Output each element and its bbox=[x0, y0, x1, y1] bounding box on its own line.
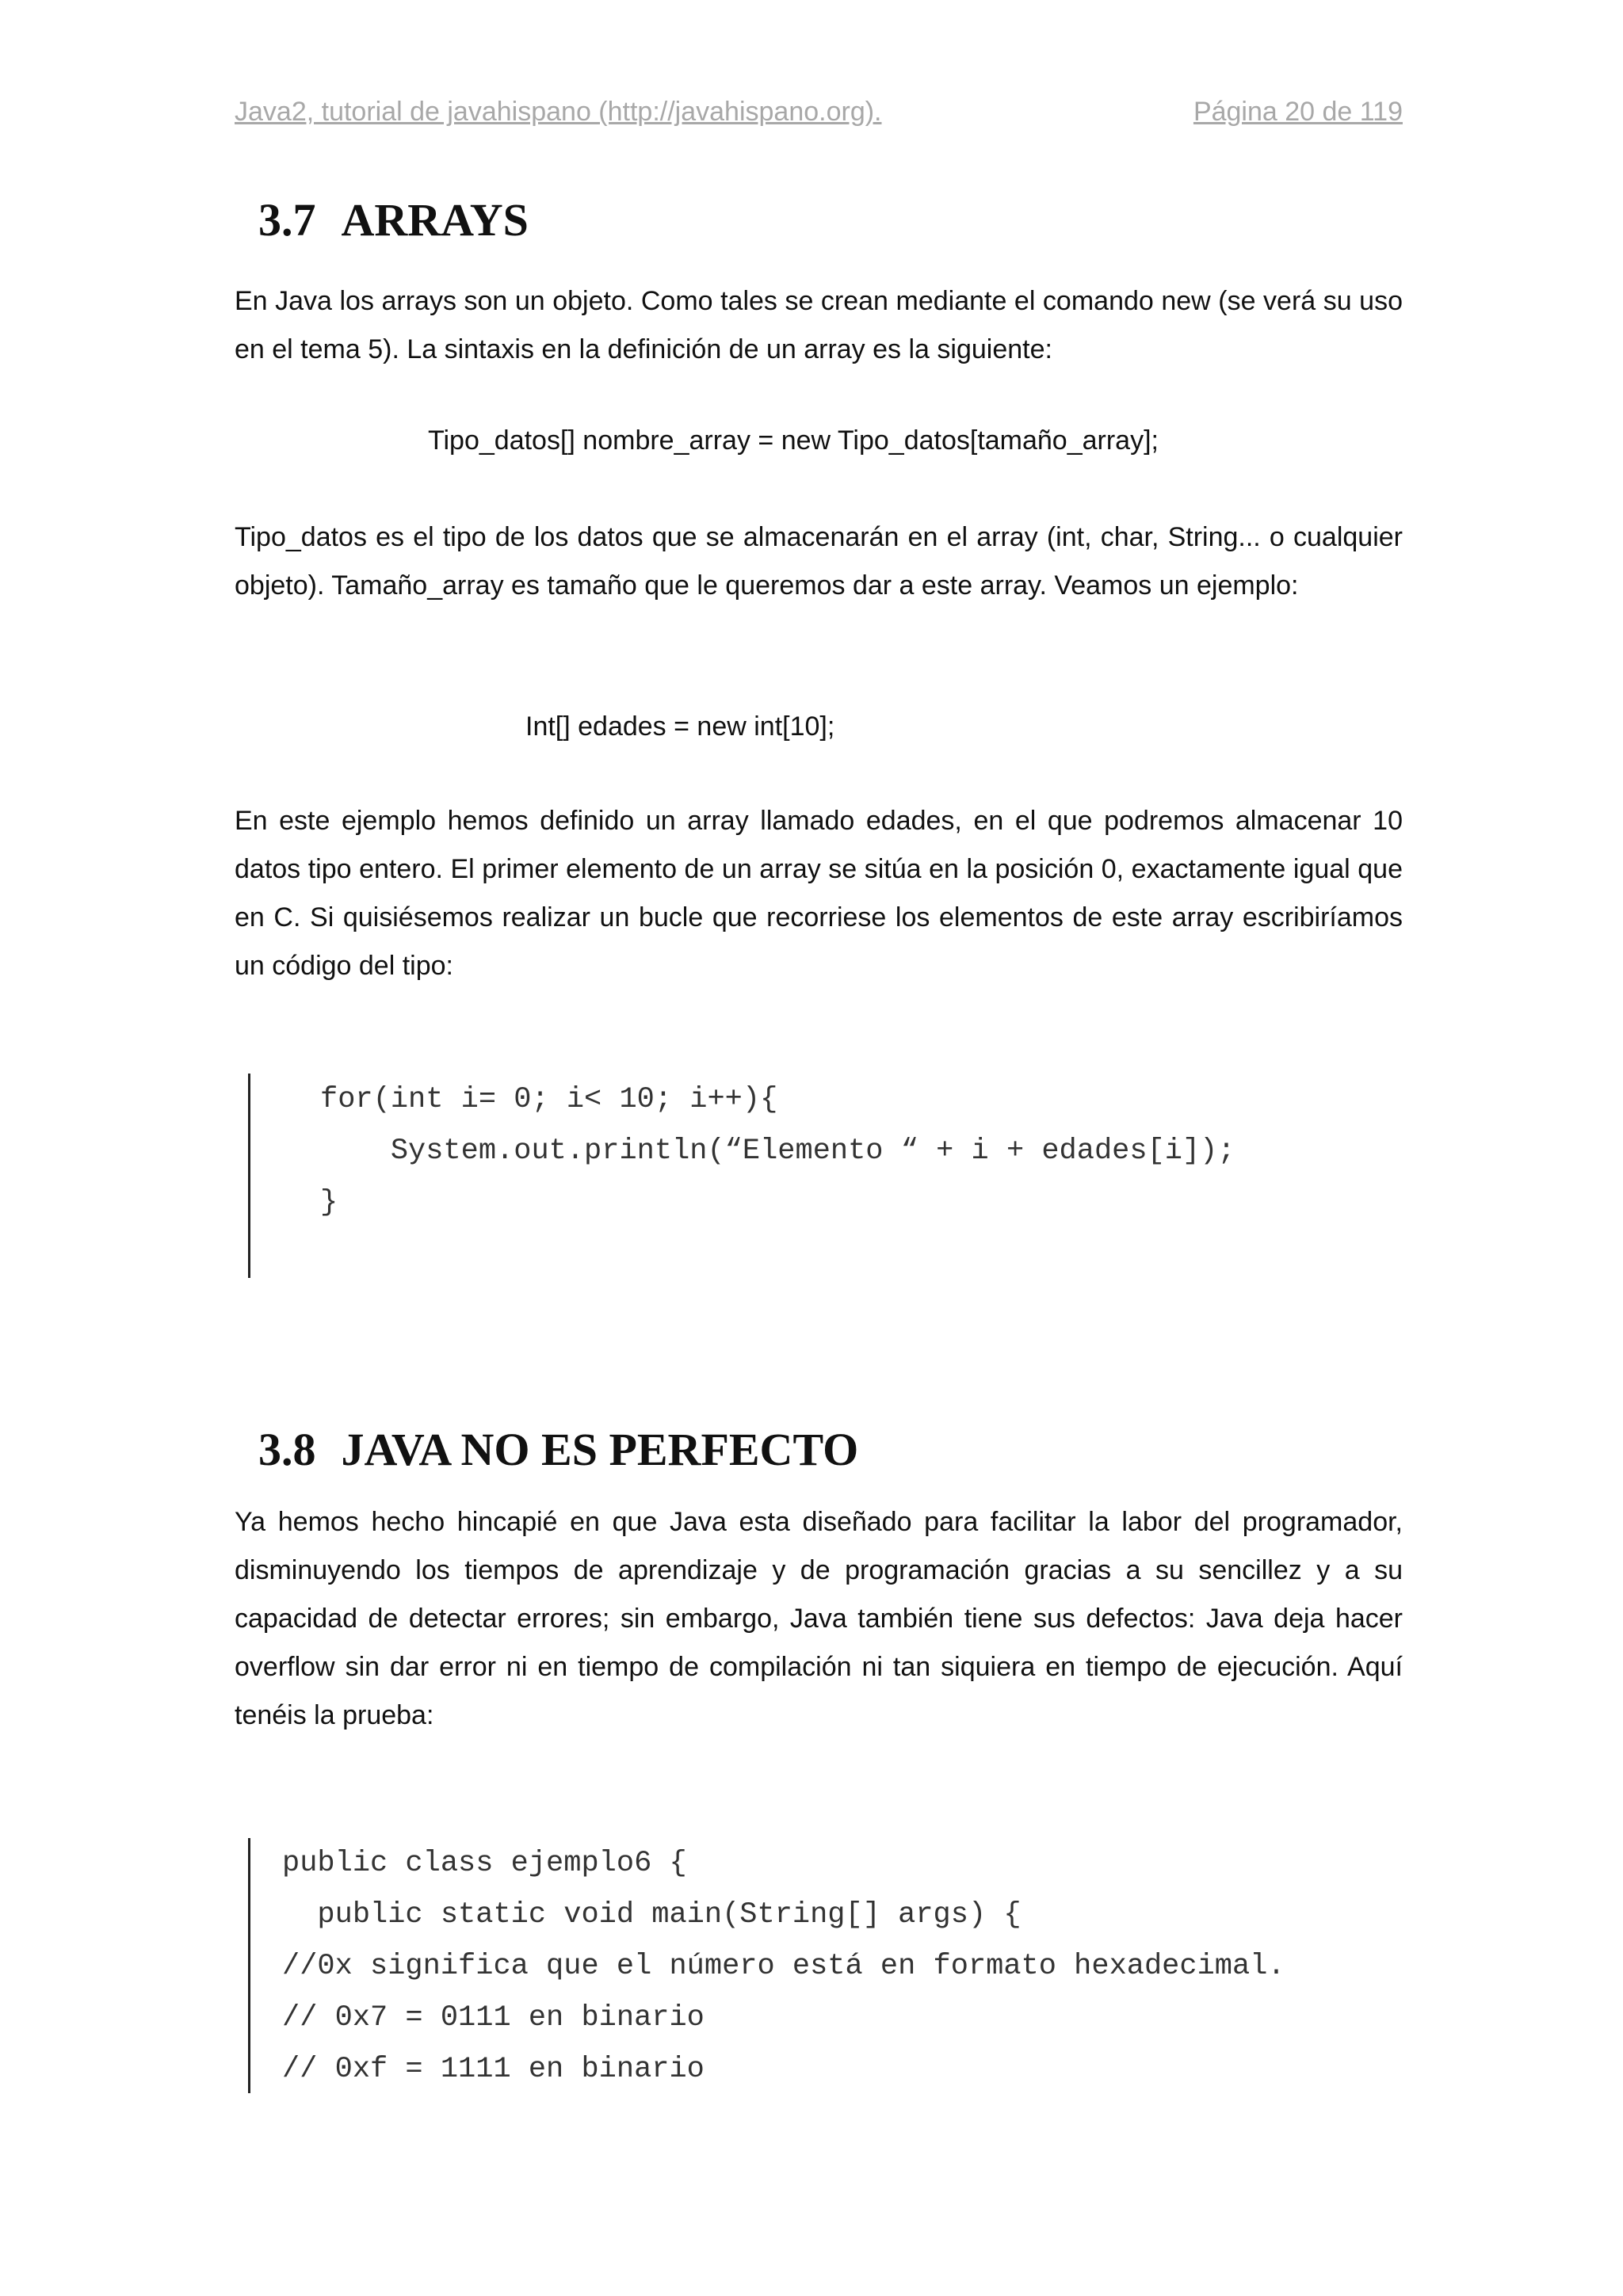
array-example-line: Int[] edades = new int[10]; bbox=[525, 711, 835, 742]
page-header bbox=[235, 97, 1403, 128]
code-line: System.out.println(“Elemento “ + i + edades[i]); bbox=[320, 1135, 1235, 1168]
code-line: //0x significa que el número está en formato hexadecimal. bbox=[282, 1950, 1285, 1983]
section-title: ARRAYS bbox=[341, 194, 529, 246]
code-line: public static void main(String[] args) { bbox=[282, 1898, 1022, 1932]
section-title: JAVA NO ES PERFECTO bbox=[341, 1424, 859, 1475]
code-line: // 0xf = 1111 en binario bbox=[282, 2053, 705, 2086]
code-block-border bbox=[248, 1074, 250, 1278]
section-heading-arrays bbox=[258, 193, 529, 246]
header-page-number: Página 20 de 119 bbox=[1193, 97, 1403, 127]
code-line: // 0x7 = 0111 en binario bbox=[282, 2001, 705, 2035]
arrays-loop-paragraph: En este ejemplo hemos definido un array llamado edades, en el que podremos almacenar 10 datos tipo entero. El primer elemento de un array se sitúa en la posición 0, exactamente igual que en C. Si quisiésemos realizar un bucle que recorriese los elementos de este array escribiríamos un código del tipo: bbox=[235, 806, 1403, 981]
overflow-example-code-block bbox=[282, 1838, 1285, 2096]
code-line: public class ejemplo6 { bbox=[282, 1847, 687, 1880]
arrays-intro-paragraph: En Java los arrays son un objeto. Como tales se crean mediante el comando new (se verá su uso en el tema 5). La sintaxis en la definición de un array es la siguiente: bbox=[235, 286, 1403, 364]
code-line: } bbox=[320, 1186, 338, 1219]
header-title-link[interactable]: Java2, tutorial de javahispano (http://javahispano.org). bbox=[235, 97, 882, 127]
java-defects-paragraph: Ya hemos hecho hincapié en que Java esta diseñado para facilitar la labor del programador, disminuyendo los tiempos de aprendizaje y de programación gracias a su sencillez y a su capacidad de detectar errores; sin embargo, Java también tiene sus defectos: Java deja hacer overflow sin dar error ni en tiempo de compilación ni tan siquiera en tiempo de ejecución. Aquí tenéis la prueba: bbox=[235, 1507, 1403, 1730]
arrays-explanation-paragraph: Tipo_datos es el tipo de los datos que se almacenarán en el array (int, char, String... o cualquier objeto). Tamaño_array es tamaño que le queremos dar a este array. Veamos un ejemplo: bbox=[235, 522, 1403, 601]
section-heading-java-no-es-perfecto bbox=[258, 1423, 858, 1476]
section-number: 3.8 bbox=[258, 1424, 316, 1475]
array-syntax-line: Tipo_datos[] nombre_array = new Tipo_datos[tamaño_array]; bbox=[428, 425, 1159, 456]
section-number: 3.7 bbox=[258, 194, 316, 246]
code-block-border bbox=[248, 1838, 250, 2093]
code-line: for(int i= 0; i< 10; i++){ bbox=[320, 1083, 778, 1116]
for-loop-code-block bbox=[320, 1074, 1235, 1229]
